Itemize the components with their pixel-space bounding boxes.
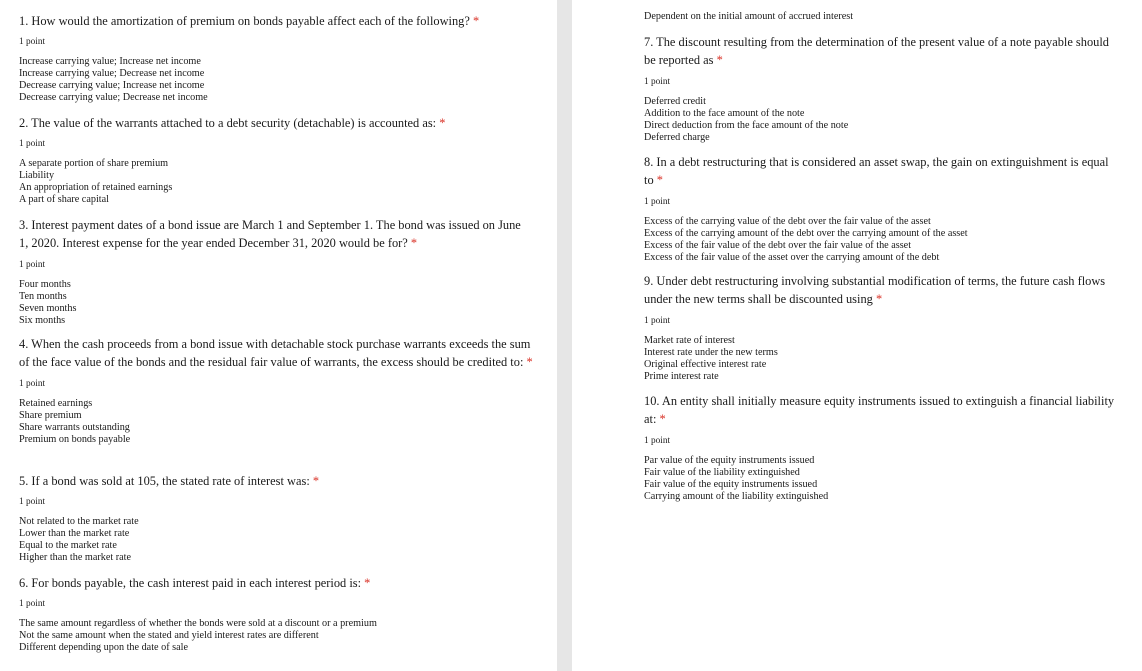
question-text	[19, 114, 557, 132]
answer-option[interactable]: Not related to the market rate	[19, 516, 139, 528]
answer-option[interactable]: Original effective interest rate	[644, 358, 767, 370]
answer-option[interactable]: Retained earnings	[19, 397, 93, 409]
question-3	[19, 216, 557, 327]
answer-option[interactable]: Ten months	[19, 290, 67, 302]
answer-option[interactable]: Increase carrying value; Increase net income	[19, 56, 201, 68]
question-8	[644, 153, 1142, 264]
answer-option[interactable]: Fair value of the liability extinguished	[644, 466, 800, 478]
answer-options	[644, 335, 1142, 383]
required-asterisk: *	[439, 116, 446, 130]
required-asterisk: *	[472, 14, 480, 28]
answer-options	[19, 516, 557, 564]
question-2	[19, 114, 557, 206]
points-label: 1 point	[19, 259, 46, 270]
answer-option[interactable]: Excess of the fair value of the debt over the fair value of the asset	[644, 239, 912, 251]
answer-option[interactable]: Carrying amount of the liability extinguished	[644, 490, 829, 502]
question-text	[19, 574, 557, 592]
answer-option[interactable]: Excess of the carrying value of the debt over the fair value of the asset	[644, 215, 931, 227]
question-prompt: 4. When the cash proceeds from a bond issue with detachable stock purchase warrants exceeds the sum of the face value of the bonds and the residual fair value of warrants, the excess should be credited to:	[19, 337, 531, 370]
right-page	[572, 0, 1142, 671]
points-label: 1 point	[644, 435, 671, 446]
answer-option[interactable]: A separate portion of share premium	[19, 158, 169, 170]
question-prompt: 1. How would the amortization of premium on bonds payable affect each of the following?	[19, 14, 470, 28]
answer-option[interactable]: Direct deduction from the face amount of the note	[644, 119, 849, 131]
answer-option[interactable]: Share warrants outstanding	[19, 421, 130, 433]
question-prompt: 8. In a debt restructuring that is considered an asset swap, the gain on extinguishment is equal to	[644, 155, 1109, 188]
answer-option[interactable]: Not the same amount when the stated and yield interest rates are different	[19, 630, 319, 642]
answer-options	[19, 618, 557, 654]
answer-option[interactable]: The same amount regardless of whether the bonds were sold at a discount or a premium	[19, 618, 377, 630]
required-asterisk: *	[716, 53, 723, 68]
right-question-column	[572, 0, 1142, 23]
question-prompt: 3. Interest payment dates of a bond issue are March 1 and September 1. The bond was issued on June 1, 2020. Interest expense for the year ended December 31, 2020 would be for?	[19, 218, 521, 251]
answer-option[interactable]: Par value of the equity instruments issued	[644, 454, 815, 466]
answer-option[interactable]: Deferred credit	[644, 95, 706, 107]
question-text	[644, 153, 1142, 190]
question-1	[19, 12, 557, 104]
question-10	[644, 392, 1142, 503]
question-text	[19, 335, 557, 372]
answer-options	[19, 56, 557, 104]
question-text	[19, 472, 557, 490]
question-text	[644, 392, 1142, 429]
points-label: 1 point	[19, 599, 46, 610]
question-5	[19, 472, 557, 564]
points-label: 1 point	[19, 37, 46, 48]
answer-option[interactable]: Interest rate under the new terms	[644, 346, 778, 358]
points-label: 1 point	[644, 315, 671, 326]
question-6	[19, 574, 557, 654]
answer-option[interactable]: Market rate of interest	[644, 334, 735, 346]
points-label: 1 point	[19, 497, 46, 508]
carryover-option[interactable]: Dependent on the initial amount of accrued interest	[644, 11, 854, 22]
question-text	[644, 33, 1142, 70]
answer-option[interactable]: Decrease carrying value; Decrease net income	[19, 92, 208, 104]
question-prompt: 10. An entity shall initially measure equity instruments issued to extinguish a financial liability at:	[644, 394, 1115, 427]
answer-option[interactable]: Decrease carrying value; Increase net income	[19, 80, 205, 92]
question-text	[19, 216, 557, 253]
answer-option[interactable]: Premium on bonds payable	[19, 433, 131, 445]
question-4	[19, 335, 557, 446]
answer-option[interactable]: Excess of the carrying amount of the debt over the carrying amount of the asset	[644, 227, 968, 239]
question-prompt: 9. Under debt restructuring involving substantial modification of terms, the future cash flows under the new terms shall be discounted using	[644, 274, 1106, 307]
answer-option[interactable]: Lower than the market rate	[19, 528, 130, 540]
question-text	[644, 272, 1142, 309]
required-asterisk: *	[875, 292, 883, 307]
question-9	[644, 272, 1142, 383]
points-label: 1 point	[19, 378, 46, 389]
required-asterisk: *	[659, 412, 666, 427]
answer-options	[644, 455, 1142, 503]
answer-options	[19, 158, 557, 206]
question-7	[644, 33, 1142, 144]
answer-options	[644, 216, 1142, 264]
left-page	[0, 0, 557, 671]
answer-options	[19, 398, 557, 446]
answer-option[interactable]: Equal to the market rate	[19, 540, 117, 552]
points-label: 1 point	[644, 76, 671, 87]
answer-option[interactable]: Addition to the face amount of the note	[644, 107, 805, 119]
answer-option[interactable]: Liability	[19, 170, 55, 182]
answer-option[interactable]: Increase carrying value; Decrease net income	[19, 68, 205, 80]
answer-options	[19, 279, 557, 327]
answer-option[interactable]: Share premium	[19, 409, 82, 421]
answer-option[interactable]: An appropriation of retained earnings	[19, 182, 173, 194]
question-prompt: 2. The value of the warrants attached to a debt security (detachable) is accounted as:	[19, 116, 437, 130]
required-asterisk: *	[410, 236, 418, 251]
points-label: 1 point	[19, 139, 46, 150]
answer-options	[644, 96, 1142, 144]
points-label: 1 point	[644, 196, 671, 207]
answer-option[interactable]: Seven months	[19, 302, 77, 314]
answer-option[interactable]: Four months	[19, 278, 71, 290]
required-asterisk: *	[526, 355, 533, 370]
answer-option[interactable]: Higher than the market rate	[19, 552, 132, 564]
required-asterisk: *	[656, 173, 663, 188]
answer-option[interactable]: Excess of the fair value of the asset over the carrying amount of the debt	[644, 251, 940, 263]
question-prompt: 5. If a bond was sold at 105, the stated rate of interest was:	[19, 474, 310, 488]
required-asterisk: *	[312, 474, 320, 488]
answer-option[interactable]: Six months	[19, 314, 66, 326]
answer-option[interactable]: Deferred charge	[644, 131, 710, 143]
question-prompt: 7. The discount resulting from the determination of the present value of a note payable should be reported as	[644, 35, 1109, 68]
answer-option[interactable]: Fair value of the equity instruments issued	[644, 478, 818, 490]
answer-option[interactable]: Prime interest rate	[644, 370, 719, 382]
question-prompt: 6. For bonds payable, the cash interest paid in each interest period is:	[19, 576, 362, 590]
answer-option[interactable]: A part of share capital	[19, 194, 109, 206]
question-text	[19, 12, 557, 30]
answer-option[interactable]: Different depending upon the date of sale	[19, 642, 188, 654]
required-asterisk: *	[364, 576, 371, 590]
